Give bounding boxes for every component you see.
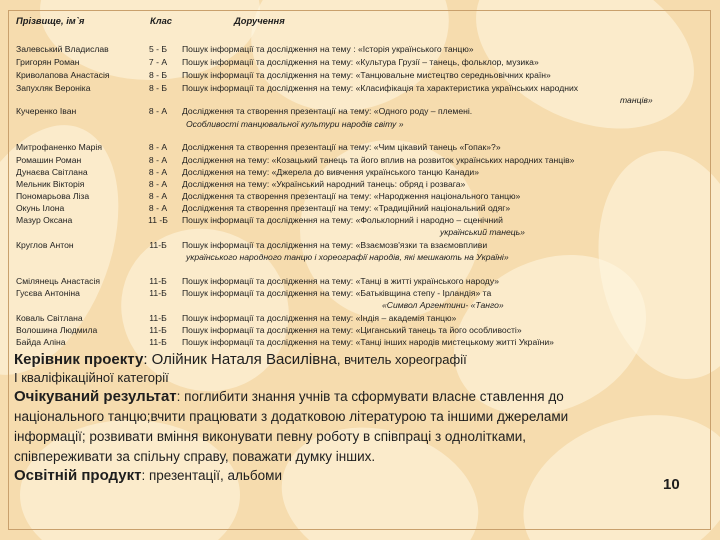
student-grade: 11-Б <box>149 325 167 335</box>
student-name: Ромашин Роман <box>16 155 82 165</box>
expected-label: Очікуваний результат <box>14 388 177 405</box>
student-grade: 8 - Б <box>148 83 168 93</box>
student-name: Мельник Вікторія <box>16 179 85 189</box>
student-task: Пошук інформації та дослідження на тему: «Батьківщина степу - Ірландія» та <box>182 288 492 298</box>
student-task: Пошук інформації та дослідження на тему : «Історія українського танцю» <box>182 44 474 54</box>
student-task: Пошук інформації та дослідження на тему: «Фольклорний і народно – сценічний <box>182 215 503 225</box>
student-grade: 5 - Б <box>148 44 168 54</box>
leader-role: , вчитель хореографії <box>336 352 467 367</box>
student-grade: 8 - А <box>148 191 168 201</box>
product-label: Освітній продукт <box>14 467 142 484</box>
student-grade: 8 - А <box>148 203 168 213</box>
expected-line-1 <box>14 388 564 406</box>
student-task-continued: танців» <box>620 95 653 105</box>
expected-text-4: співпереживати за спільну справу, поважати думку інших. <box>14 449 376 464</box>
student-task: Дослідження на тему: «Козацький танець та його вплив на розвиток українських народних танців» <box>182 155 575 165</box>
student-name: Смілянець Анастасія <box>16 276 101 286</box>
student-name: Байда Аліна <box>16 337 66 347</box>
student-grade: 8 - Б <box>148 70 168 80</box>
student-grade: 11-Б <box>149 240 167 250</box>
expected-text-1: : поглибити знання учнів та сформувати власне ставлення до <box>176 389 564 404</box>
student-name: Гусєва Антоніна <box>16 288 80 298</box>
student-grade: 11-Б <box>149 337 167 347</box>
student-grade: 8 - А <box>148 179 168 189</box>
student-task-continued: «Символ Аргентини- «Танго» <box>382 300 504 310</box>
student-name: Окунь Ілона <box>16 203 65 213</box>
student-task: Дослідження на тему: «Український народний танець: обряд і розвага» <box>182 179 466 189</box>
student-task: Пошук інформації та дослідження на тему: «Танці інших народів мистецькому житті України» <box>182 337 554 347</box>
student-name: Волошина Людмила <box>16 325 98 335</box>
student-name: Запухляк Вероніка <box>16 83 91 93</box>
student-name: Кучеренко Іван <box>16 106 77 116</box>
leader-category: І кваліфікаційної категорії <box>14 370 169 385</box>
product-text: : презентації, альбоми <box>141 468 282 483</box>
student-name: Пономарьова Ліза <box>16 191 90 201</box>
student-name: Криволапова Анастасія <box>16 70 110 80</box>
header-grade: Клас <box>150 15 173 26</box>
student-task: Пошук інформації та дослідження на тему: «Танцювальне мистецтво середньовічних країн» <box>182 70 551 80</box>
student-task: Пошук інформації та дослідження на тему: «Циганський танець та його особливості» <box>182 325 522 335</box>
leader-label: Керівник проекту <box>14 351 144 368</box>
student-task: Дослідження та створення презентації на тему: «Народження національного танцю» <box>182 191 521 201</box>
leader-name: Олійник Наталя Василівна <box>151 351 337 368</box>
student-task-continued: український танець» <box>440 227 525 237</box>
student-name: Мазур Оксана <box>16 215 73 225</box>
student-name: Дунаєва Світлана <box>16 167 88 177</box>
student-grade: 8 - А <box>148 142 168 152</box>
student-task: Пошук інформації та дослідження на тему: «Класифікація та характеристика українських народних <box>182 83 579 93</box>
student-task: Дослідження на тему: «Джерела до вивчення українського танцю Канади» <box>182 167 479 177</box>
student-grade: 7 - А <box>148 57 168 67</box>
student-grade: 11-Б <box>149 276 167 286</box>
student-task: Пошук інформації та дослідження на тему: «Взаємозв'язки та взаємовпливи <box>182 240 488 250</box>
leader-line <box>14 351 467 369</box>
student-name: Залевський Владислав <box>16 44 109 54</box>
student-task-continued: українського народного танцю і хореографії народів, які мешкають на Україні» <box>186 252 509 262</box>
student-task: Пошук інформації та дослідження на тему: «Індія – академія танцю» <box>182 313 457 323</box>
student-grade: 8 - А <box>148 167 168 177</box>
student-grade: 8 - А <box>148 155 168 165</box>
student-grade: 8 - А <box>148 106 168 116</box>
leader-sep: : <box>143 351 152 368</box>
student-task: Дослідження та створення презентації на тему: «Одного роду – племені. <box>182 106 473 116</box>
student-task: Дослідження та створення презентації на тему: «Чим цікавий танець «Гопак»?» <box>182 142 501 152</box>
student-grade: 11 -Б <box>148 215 168 225</box>
expected-text-3: інформації; розвивати вміння виконувати певну роботу в співпраці з однолітками, <box>14 429 527 444</box>
header-name: Прізвище, ім`я <box>16 15 85 26</box>
student-name: Григорян Роман <box>16 57 80 67</box>
student-name: Митрофаненко Марія <box>16 142 102 152</box>
student-name: Коваль Світлана <box>16 313 83 323</box>
product-line <box>14 467 282 485</box>
student-grade: 11-Б <box>149 288 167 298</box>
expected-text-2: національного танцю;вчити працювати з додатковою літературою та іншими джерелами <box>14 409 569 424</box>
page-number: 10 <box>663 476 680 493</box>
student-task: Пошук інформації та дослідження на тему: «Культура Грузії – танець, фольклор, музика» <box>182 57 539 67</box>
student-name: Круглов Антон <box>16 240 74 250</box>
student-task: Дослідження та створення презентації на тему: «Традиційний національний одяг» <box>182 203 511 213</box>
student-task: Пошук інформації та дослідження на тему: «Танці в житті українського народу» <box>182 276 499 286</box>
header-task: Доручення <box>234 15 285 26</box>
student-grade: 11-Б <box>149 313 167 323</box>
student-task-continued: Особливості танцювальної культури народів світу » <box>186 119 404 129</box>
